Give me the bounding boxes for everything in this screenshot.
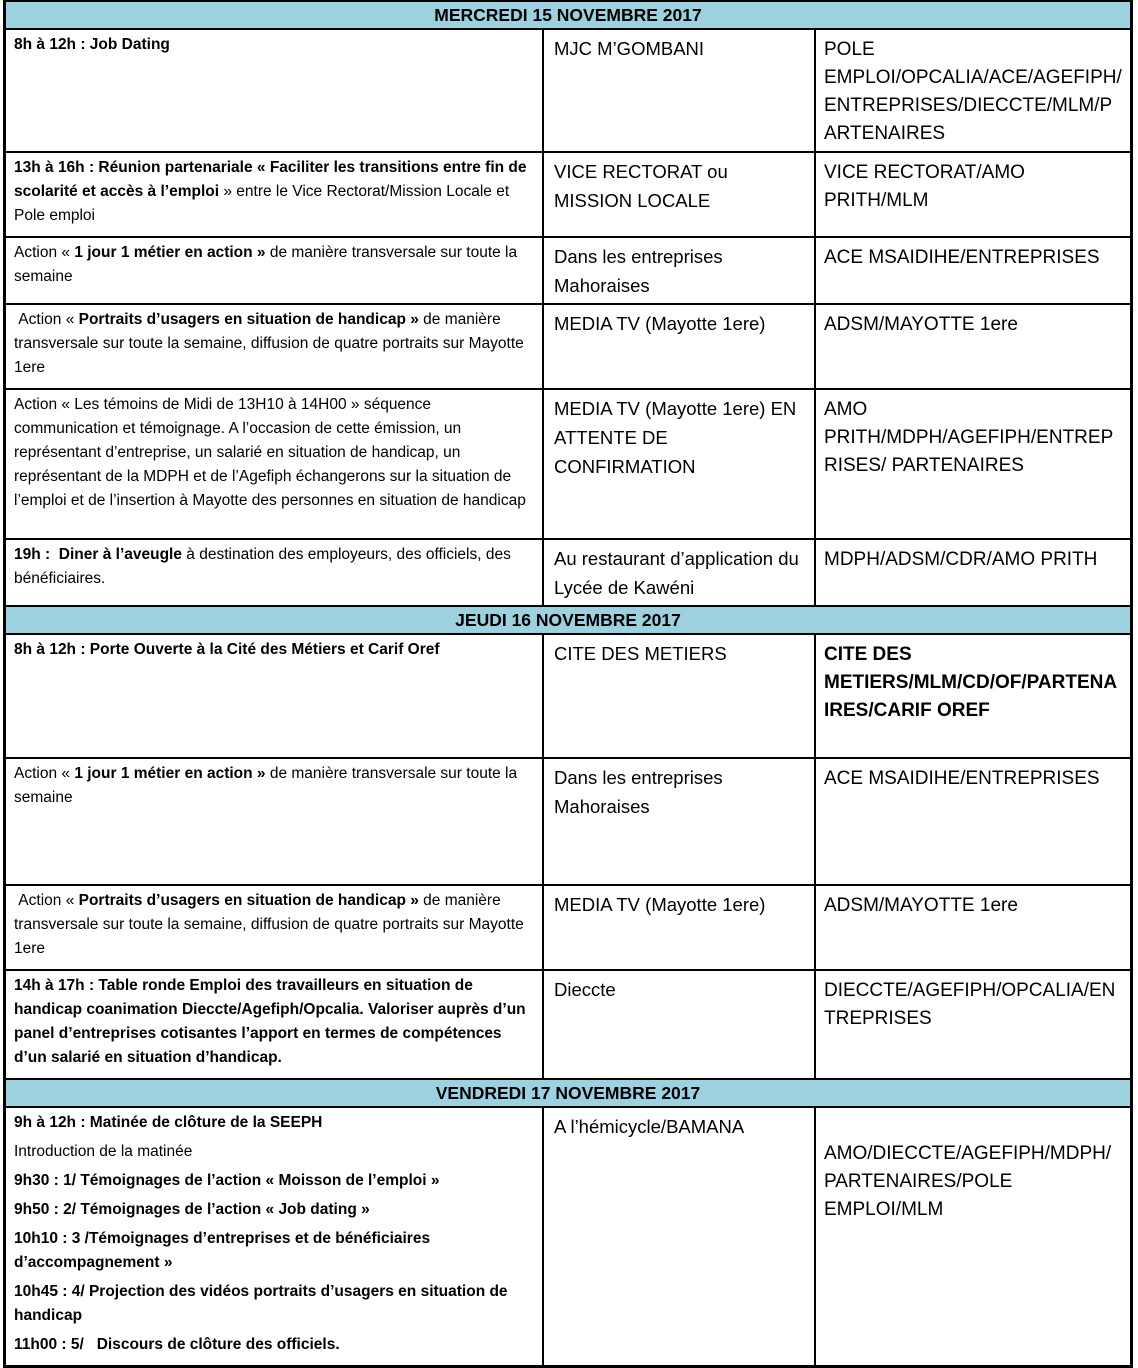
agenda-item: 10h45 : 4/ Projection des vidéos portraits d’usagers en situation de handicap — [14, 1283, 508, 1324]
table-row — [6, 635, 1130, 759]
event-title: Portraits d’usagers en situation de handicap » — [78, 311, 419, 328]
event-description — [14, 1111, 532, 1135]
table-row — [6, 238, 1130, 305]
event-description — [14, 1169, 532, 1193]
event-partners: MDPH/ADSM/CDR/AMO PRITH — [824, 549, 1098, 570]
event-title: Portraits d’usagers en situation de handicap » — [78, 892, 419, 909]
event-partners-cell — [816, 540, 1130, 605]
event-detail: de manière transversale sur toute la semaine, diffusion de quatre portraits sur Mayotte 1ere — [14, 892, 524, 957]
event-location: Dans les entreprises Mahoraises — [554, 767, 723, 817]
event-description — [14, 762, 532, 810]
event-description — [14, 1333, 532, 1357]
table-row — [6, 153, 1130, 238]
event-description — [14, 889, 532, 961]
event-location: VICE RECTORAT ou MISSION LOCALE — [554, 161, 728, 211]
table-row — [6, 305, 1130, 390]
table-row — [6, 540, 1130, 607]
event-partners-cell — [816, 238, 1130, 303]
event-description — [14, 974, 532, 1070]
event-detail: Action « — [14, 765, 75, 782]
day-header-mercredi: MERCREDI 15 NOVEMBRE 2017 — [6, 2, 1130, 30]
event-detail: » entre le Vice Rectorat/Mission Locale et Pole emploi — [14, 183, 510, 224]
event-description-cell — [6, 540, 544, 605]
event-description — [14, 393, 532, 513]
event-title: 8h à 12h : Porte Ouverte à la Cité des Métiers et Carif Oref — [14, 641, 440, 658]
event-partners: POLE EMPLOI/OPCALIA/ACE/AGEFIPH/ENTREPRISES/DIECCTE/MLM/PARTENAIRES — [824, 39, 1122, 144]
table-row — [6, 390, 1130, 540]
event-location: Au restaurant d’application du Lycée de Kawéni — [554, 548, 799, 598]
event-description-cell — [6, 153, 544, 236]
event-partners: AMO PRITH/MDPH/AGEFIPH/ENTREPRISES/ PARTENAIRES — [824, 399, 1114, 476]
event-partners: ACE MSAIDIHE/ENTREPRISES — [824, 768, 1100, 789]
event-location-cell — [544, 635, 816, 757]
event-partners: CITE DES METIERS/MLM/CD/OF/PARTENAIRES/CARIF OREF — [824, 644, 1118, 721]
event-description — [14, 1198, 532, 1222]
event-partners-cell — [816, 1108, 1130, 1365]
event-detail: de manière transversale sur toute la semaine — [14, 244, 518, 285]
event-partners-cell — [816, 759, 1130, 884]
event-location: Dieccte — [554, 979, 616, 1000]
event-title: 13h à 16h : Réunion partenariale « Faciliter les transitions entre fin de scolarité et accès à l’emploi — [14, 159, 527, 200]
event-title: 9h à 12h : Matinée de clôture de la SEEPH — [14, 1114, 323, 1131]
event-description — [14, 638, 532, 662]
event-partners: ADSM/MAYOTTE 1ere — [824, 895, 1018, 916]
event-description — [14, 1140, 532, 1164]
event-title: 1 jour 1 métier en action » — [74, 244, 266, 261]
table-row — [6, 30, 1130, 153]
event-title: 8h à 12h : Job Dating — [14, 36, 170, 53]
event-description-cell — [6, 30, 544, 151]
agenda-item: 9h30 : 1/ Témoignages de l’action « Moisson de l’emploi » — [14, 1172, 440, 1189]
event-partners: DIECCTE/AGEFIPH/OPCALIA/ENTREPRISES — [824, 980, 1116, 1029]
event-location-cell — [544, 759, 816, 884]
event-partners-cell — [816, 153, 1130, 236]
event-title: 19h : Diner à l’aveugle — [14, 546, 182, 563]
event-description-cell — [6, 635, 544, 757]
event-description-cell — [6, 1108, 544, 1365]
event-description-cell — [6, 305, 544, 388]
event-title: 14h à 17h : Table ronde Emploi des travailleurs en situation de handicap coanimation Dieccte/Agefiph/Opcalia. Valoriser auprès d’un panel d’entreprises cotisantes l’apport en termes de compétences d’un salarié en situation d’handicap. — [14, 977, 526, 1066]
table-row — [6, 759, 1130, 886]
event-partners-cell — [816, 305, 1130, 388]
event-partners-cell — [816, 30, 1130, 151]
event-location: A l’hémicycle/BAMANA — [554, 1116, 745, 1137]
event-partners: ACE MSAIDIHE/ENTREPRISES — [824, 247, 1100, 268]
table-row — [6, 971, 1130, 1080]
event-location: Dans les entreprises Mahoraises — [554, 246, 723, 296]
event-location: MEDIA TV (Mayotte 1ere) — [554, 894, 766, 915]
event-location-cell — [544, 390, 816, 538]
event-description — [14, 308, 532, 380]
event-detail: de manière transversale sur toute la semaine, diffusion de quatre portraits sur Mayotte 1ere — [14, 311, 524, 376]
event-location: CITE DES METIERS — [554, 643, 727, 664]
event-description-cell — [6, 971, 544, 1078]
event-location-cell — [544, 30, 816, 151]
event-location-cell — [544, 540, 816, 605]
agenda-item: 9h50 : 2/ Témoignages de l’action « Job dating » — [14, 1201, 370, 1218]
day-header-jeudi: JEUDI 16 NOVEMBRE 2017 — [6, 607, 1130, 635]
event-location-cell — [544, 1108, 816, 1365]
event-detail: Introduction de la matinée — [14, 1143, 193, 1160]
event-location-cell — [544, 886, 816, 969]
event-location-cell — [544, 153, 816, 236]
event-description — [14, 543, 532, 591]
event-partners: ADSM/MAYOTTE 1ere — [824, 314, 1018, 335]
event-description-cell — [6, 390, 544, 538]
event-title: 1 jour 1 métier en action » — [74, 765, 266, 782]
table-row — [6, 886, 1130, 971]
day-header-vendredi: VENDREDI 17 NOVEMBRE 2017 — [6, 1080, 1130, 1108]
event-partners-cell — [816, 886, 1130, 969]
event-partners-cell — [816, 635, 1130, 757]
event-detail: Action « Les témoins de Midi de 13H10 à 14H00 » séquence communication et témoignage. A l’occasion de cette émission, un représentant d’entreprise, un salarié en situation de handicap, un représentant de la MDPH et de l’Agefiph échangerons sur la situation de l’emploi et de l’insertion à Mayotte des personnes en situation de handicap — [14, 396, 526, 509]
event-description — [14, 241, 532, 289]
event-description-cell — [6, 238, 544, 303]
event-partners: VICE RECTORAT/AMO PRITH/MLM — [824, 162, 1025, 211]
event-detail: Action « — [14, 892, 79, 909]
event-location: MEDIA TV (Mayotte 1ere) EN ATTENTE DE CONFIRMATION — [554, 398, 797, 477]
event-location-cell — [544, 971, 816, 1078]
event-description — [14, 33, 532, 57]
event-location: MJC M’GOMBANI — [554, 38, 705, 59]
event-detail: Action « — [14, 311, 79, 328]
event-description — [14, 1280, 532, 1328]
event-detail: à destination des employeurs, des officiels, des bénéficiaires. — [14, 546, 511, 587]
event-partners: AMO/DIECCTE/AGEFIPH/MDPH/PARTENAIRES/POLE EMPLOI/MLM — [824, 1143, 1112, 1220]
agenda-item: 11h00 : 5/ Discours de clôture des officiels. — [14, 1336, 340, 1353]
event-schedule-document — [3, 0, 1133, 1368]
event-description — [14, 156, 532, 228]
agenda-item: 10h10 : 3 /Témoignages d’entreprises et de bénéficiaires d’accompagnement » — [14, 1230, 431, 1271]
event-description — [14, 1227, 532, 1275]
event-description-cell — [6, 759, 544, 884]
event-location-cell — [544, 305, 816, 388]
event-location: MEDIA TV (Mayotte 1ere) — [554, 313, 766, 334]
event-detail: de manière transversale sur toute la semaine — [14, 765, 518, 806]
event-location-cell — [544, 238, 816, 303]
event-partners-cell — [816, 971, 1130, 1078]
event-detail: Action « — [14, 244, 75, 261]
table-row — [6, 1108, 1130, 1365]
event-description-cell — [6, 886, 544, 969]
event-partners-cell — [816, 390, 1130, 538]
